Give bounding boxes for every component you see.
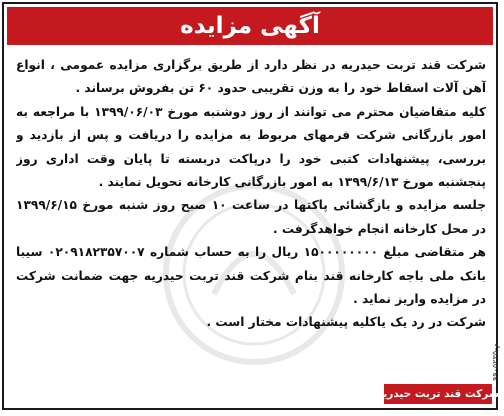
- paragraph-intro: شرکت قند تربت حیدریه در نظر دارد از طریق برگزاری مزایده عمومی ، انواع آهن آلات اسقاط خود را به وزن تقریبی حدود ۶۰ تن بفروش برساند .: [16, 58, 486, 96]
- paragraph-opening-session: جلسه مزایده و بازگشائی پاکتها در ساعت ۱۰ صبح روز شنبه مورخ ۱۳۹۹/۶/۱۵ در محل کارخانه انجام خواهدگرفت .: [16, 198, 486, 236]
- notice-title: آگهی مزایده: [180, 13, 320, 39]
- paragraph-submission: کلیه متقاضیان محترم می توانند از روز دوشنبه مورخ ۱۳۹۹/۰۶/۰۳ با مراجعه به امور بازرگانی شرکت فرمهای مربوط به مزایده را دریافت و پس از بازدید و بررسی، پیشنهادات کتبی خود را درپاکت دربسته تا پایان وقت اداری روز پنجشنبه مورخ ۱۳۹۹/۶/۱۳ به امور بازرگانی کارخانه تحویل نمایند .: [16, 104, 486, 190]
- paragraph-rights: شرکت در رد یک یاکلیه پیشنهادات مختار است .: [206, 315, 486, 330]
- company-name: شرکت قند تربت حیدریه: [376, 388, 500, 400]
- paragraph-deposit: هر متقاضی مبلغ ۱۵۰۰۰۰۰۰۰۰ ریال را به حساب شماره ۰۲۰۹۱۸۲۳۵۷۰۰۷ سیبا بانک ملی باجه کارخانه قند بنام شرکت قند تربت حیدریه جهت ضمانت شرکت در مزایده واریز نماید .: [16, 245, 486, 307]
- notice-header: [7, 7, 493, 45]
- notice-body: [16, 54, 486, 368]
- auction-notice: [2, 2, 498, 410]
- publication-code: م-۹۹۰۵۲۳۵: [491, 343, 500, 381]
- company-footer-badge: [376, 384, 500, 404]
